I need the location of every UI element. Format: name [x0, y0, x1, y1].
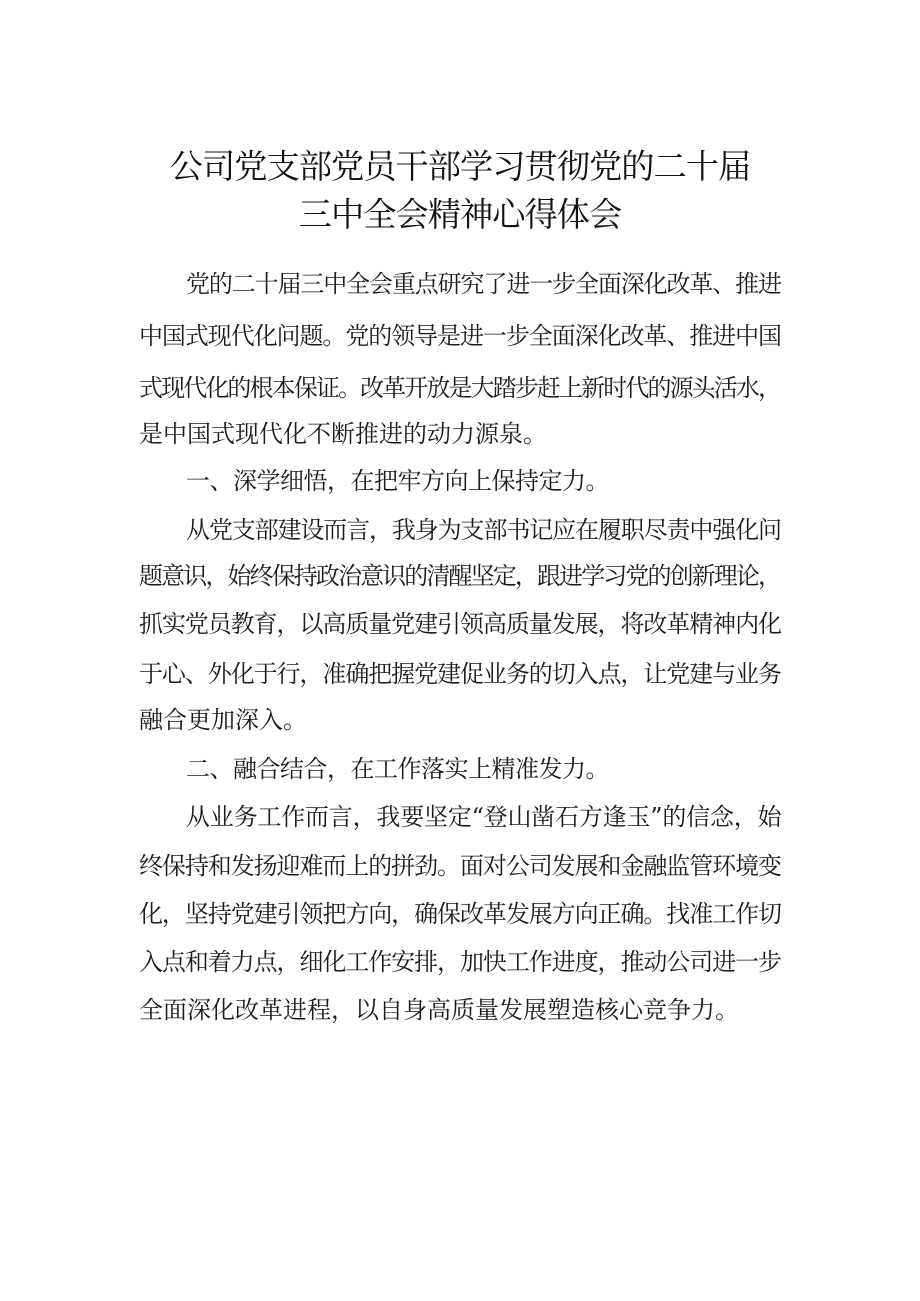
document-title-line-2: 三中全会精神心得体会: [298, 195, 622, 234]
intro-line: 中国式现代化问题。党的领导是进一步全面深化改革、推进中国: [139, 322, 781, 350]
document-title-line-1: 公司党支部党员干部学习贯彻党的二十届: [169, 147, 751, 186]
section-1-line: 融合更加深入。: [139, 706, 307, 734]
section-1-line: 抓实党员教育，以高质量党建引领高质量发展，将改革精神内化: [139, 610, 781, 638]
section-1-line: 于心、外化于行，准确把握党建促业务的切入点，让党建与业务: [139, 660, 781, 688]
section-2-line: 全面深化改革进程，以自身高质量发展塑造核心竞争力。: [139, 996, 739, 1024]
section-2-line: 化，坚持党建引领把方向，确保改革发展方向正确。找准工作切: [139, 900, 781, 928]
section-1-line: 题意识，始终保持政治意识的清醒坚定，跟进学习党的创新理论，: [139, 562, 781, 590]
intro-line: 式现代化的根本保证。改革开放是大踏步赶上新时代的源头活水，: [139, 374, 781, 402]
section-2-heading: 二、融合结合，在工作落实上精准发力。: [186, 755, 609, 783]
section-2-line: 终保持和发扬迎难而上的拼劲。面对公司发展和金融监管环境变: [139, 852, 781, 880]
intro-line: 是中国式现代化不断推进的动力源泉。: [139, 420, 547, 448]
section-2-line: 入点和着力点，细化工作安排，加快工作进度，推动公司进一步: [139, 948, 781, 976]
intro-line: 党的二十届三中全会重点研究了进一步全面深化改革、推进: [186, 270, 781, 298]
section-2-line: 从业务工作而言，我要坚定“登山凿石方逢玉”的信念，始: [186, 803, 782, 831]
section-1-line: 从党支部建设而言，我身为支部书记应在履职尽责中强化问: [186, 516, 781, 544]
section-1-heading: 一、深学细悟，在把牢方向上保持定力。: [186, 467, 609, 495]
